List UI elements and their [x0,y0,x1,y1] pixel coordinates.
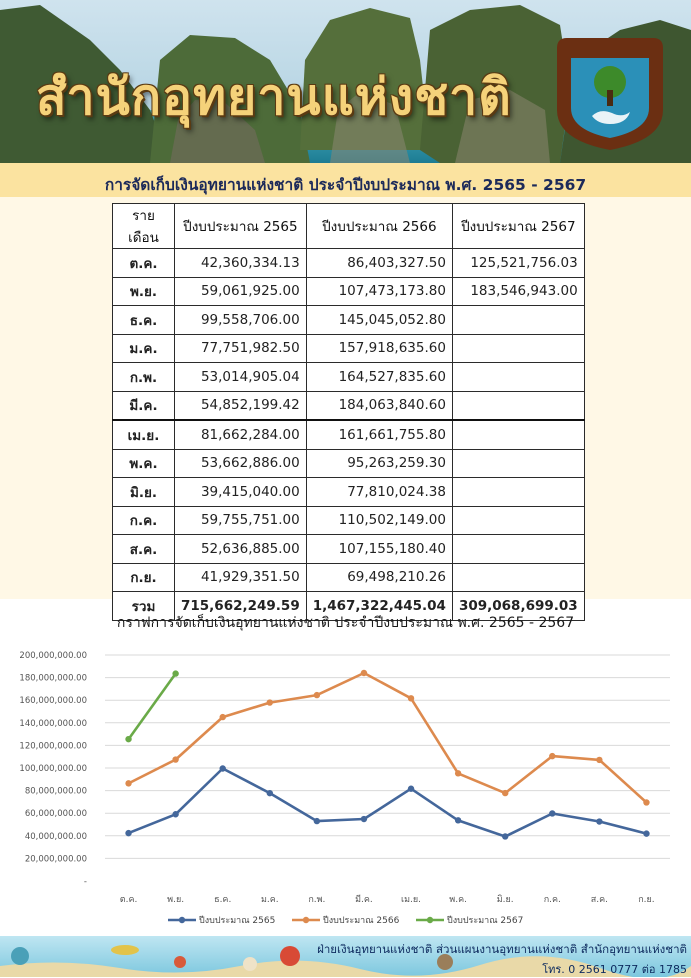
legend-marker [179,917,185,923]
data-point [361,670,367,676]
header-banner [0,0,691,163]
month-cell: พ.ย. [113,277,175,306]
data-point [172,756,178,762]
y-tick-label: 120,000,000.00 [19,741,87,752]
value-cell: 95,263,259.30 [306,449,452,478]
x-tick-label: มี.ค. [355,895,373,905]
data-point [361,816,367,822]
national-park-logo [557,38,663,150]
y-tick-label: 60,000,000.00 [24,809,87,820]
value-cell: 107,155,180.40 [306,535,452,564]
total-value: 1,467,322,445.04 [306,592,452,621]
month-cell: พ.ค. [113,449,175,478]
data-point [125,830,131,836]
legend-label: ปีงบประมาณ 2567 [447,916,524,926]
month-cell: เม.ย. [113,420,175,449]
revenue-table [112,203,585,621]
data-point [220,765,226,771]
value-cell: 77,751,982.50 [175,334,307,363]
x-tick-label: ก.พ. [308,895,326,905]
value-cell: 69,498,210.26 [306,563,452,592]
data-point [596,818,602,824]
value-cell: 183,546,943.00 [452,277,584,306]
value-cell: 59,755,751.00 [175,506,307,535]
table-row [113,506,585,535]
data-point [502,790,508,796]
value-cell: 107,473,173.80 [306,277,452,306]
value-cell [452,391,584,420]
value-cell [452,420,584,449]
value-cell: 81,662,284.00 [175,420,307,449]
data-point [267,790,273,796]
legend-label: ปีงบประมาณ 2566 [323,916,400,926]
value-cell: 99,558,706.00 [175,306,307,335]
table-row [113,449,585,478]
data-point [549,810,555,816]
x-tick-label: ม.ค. [260,895,279,905]
x-tick-label: ก.ค. [543,895,561,905]
table-row [113,334,585,363]
x-tick-label: มิ.ย. [496,895,514,905]
y-tick-label: 140,000,000.00 [19,718,87,729]
footer-phone: โทร. 0 2561 0777 ต่อ 1785 [542,963,687,976]
table-row [113,420,585,449]
value-cell: 53,014,905.04 [175,363,307,392]
footer-department: ฝ่ายเงินอุทยานแห่งชาติ ส่วนแผนงานอุทยานแห่งชาติ สำนักอุทยานแห่งชาติ [317,942,687,956]
data-point [172,811,178,817]
value-cell: 125,521,756.03 [452,249,584,278]
total-value: 715,662,249.59 [175,592,307,621]
legend-label: ปีงบประมาณ 2565 [199,916,276,926]
month-cell: ธ.ค. [113,306,175,335]
y-tick-label: 40,000,000.00 [24,831,87,842]
data-point [408,786,414,792]
month-cell: ต.ค. [113,249,175,278]
band-title: การจัดเก็บเงินอุทยานแห่งชาติ ประจำปีงบประมาณ พ.ศ. 2565 - 2567 [104,176,587,194]
value-cell: 42,360,334.13 [175,249,307,278]
value-cell [452,449,584,478]
table-row [113,563,585,592]
y-tick-label: 100,000,000.00 [19,764,87,774]
x-tick-label: ส.ค. [590,895,608,905]
y-tick-label: - [83,877,87,887]
x-tick-label: ต.ค. [119,895,138,905]
data-point [549,753,555,759]
table-row [113,306,585,335]
header-fy2566: ปีงบประมาณ 2566 [306,204,452,249]
data-point [643,799,649,805]
value-cell: 54,852,199.42 [175,391,307,420]
table-row [113,535,585,564]
total-label: รวม [113,592,175,621]
data-point [596,757,602,763]
value-cell [452,563,584,592]
value-cell: 161,661,755.80 [306,420,452,449]
value-cell: 39,415,040.00 [175,478,307,507]
table-body [113,249,585,621]
data-point [125,736,131,742]
x-tick-label: พ.ย. [167,895,185,905]
data-point [267,699,273,705]
value-cell: 59,061,925.00 [175,277,307,306]
x-tick-label: ธ.ค. [214,895,232,905]
table-row [113,249,585,278]
series-line-2 [129,674,176,740]
table-row [113,391,585,420]
value-cell: 53,662,886.00 [175,449,307,478]
data-point [125,780,131,786]
value-cell [452,506,584,535]
data-point [220,714,226,720]
value-cell [452,535,584,564]
header-fy2567: ปีงบประมาณ 2567 [452,204,584,249]
x-tick-label: เม.ย. [401,895,422,905]
y-tick-label: 200,000,000.00 [19,651,87,661]
month-cell: ก.ย. [113,563,175,592]
legend-marker [303,917,309,923]
x-tick-label: ก.ย. [638,895,655,905]
value-cell: 110,502,149.00 [306,506,452,535]
value-cell [452,334,584,363]
y-tick-label: 20,000,000.00 [24,854,87,865]
data-point [455,770,461,776]
value-cell: 41,929,351.50 [175,563,307,592]
data-point [408,695,414,701]
month-cell: มี.ค. [113,391,175,420]
value-cell [452,306,584,335]
page-title: สำนักอุทยานแห่งชาติ [36,68,512,126]
data-point [314,818,320,824]
data-point [172,670,178,676]
table-row [113,363,585,392]
table-row [113,277,585,306]
data-point [643,830,649,836]
value-cell [452,478,584,507]
month-cell: ม.ค. [113,334,175,363]
month-cell: ก.ค. [113,506,175,535]
value-cell: 145,045,052.80 [306,306,452,335]
value-cell: 184,063,840.60 [306,391,452,420]
y-tick-label: 180,000,000.00 [19,673,87,684]
value-cell: 86,403,327.50 [306,249,452,278]
data-point [314,692,320,698]
value-cell: 52,636,885.00 [175,535,307,564]
legend-marker [427,917,433,923]
header-fy2565: ปีงบประมาณ 2565 [175,204,307,249]
line-chart [0,630,691,936]
value-cell: 157,918,635.60 [306,334,452,363]
chart-title: กราฟการจัดเก็บเงินอุทยานแห่งชาติ ประจำปีงบประมาณ พ.ศ. 2565 - 2567 [116,615,575,631]
x-tick-label: พ.ค. [449,895,467,905]
month-cell: ส.ค. [113,535,175,564]
series-line-0 [129,769,647,837]
value-cell: 164,527,835.60 [306,363,452,392]
y-tick-label: 80,000,000.00 [24,786,87,797]
value-cell: 77,810,024.38 [306,478,452,507]
table-row [113,478,585,507]
total-value: 309,068,699.03 [452,592,584,621]
y-tick-label: 160,000,000.00 [19,696,87,707]
data-point [455,817,461,823]
table-header-row [113,204,585,249]
value-cell [452,363,584,392]
header-month: รายเดือน [113,204,175,249]
month-cell: ก.พ. [113,363,175,392]
month-cell: มิ.ย. [113,478,175,507]
data-point [502,833,508,839]
